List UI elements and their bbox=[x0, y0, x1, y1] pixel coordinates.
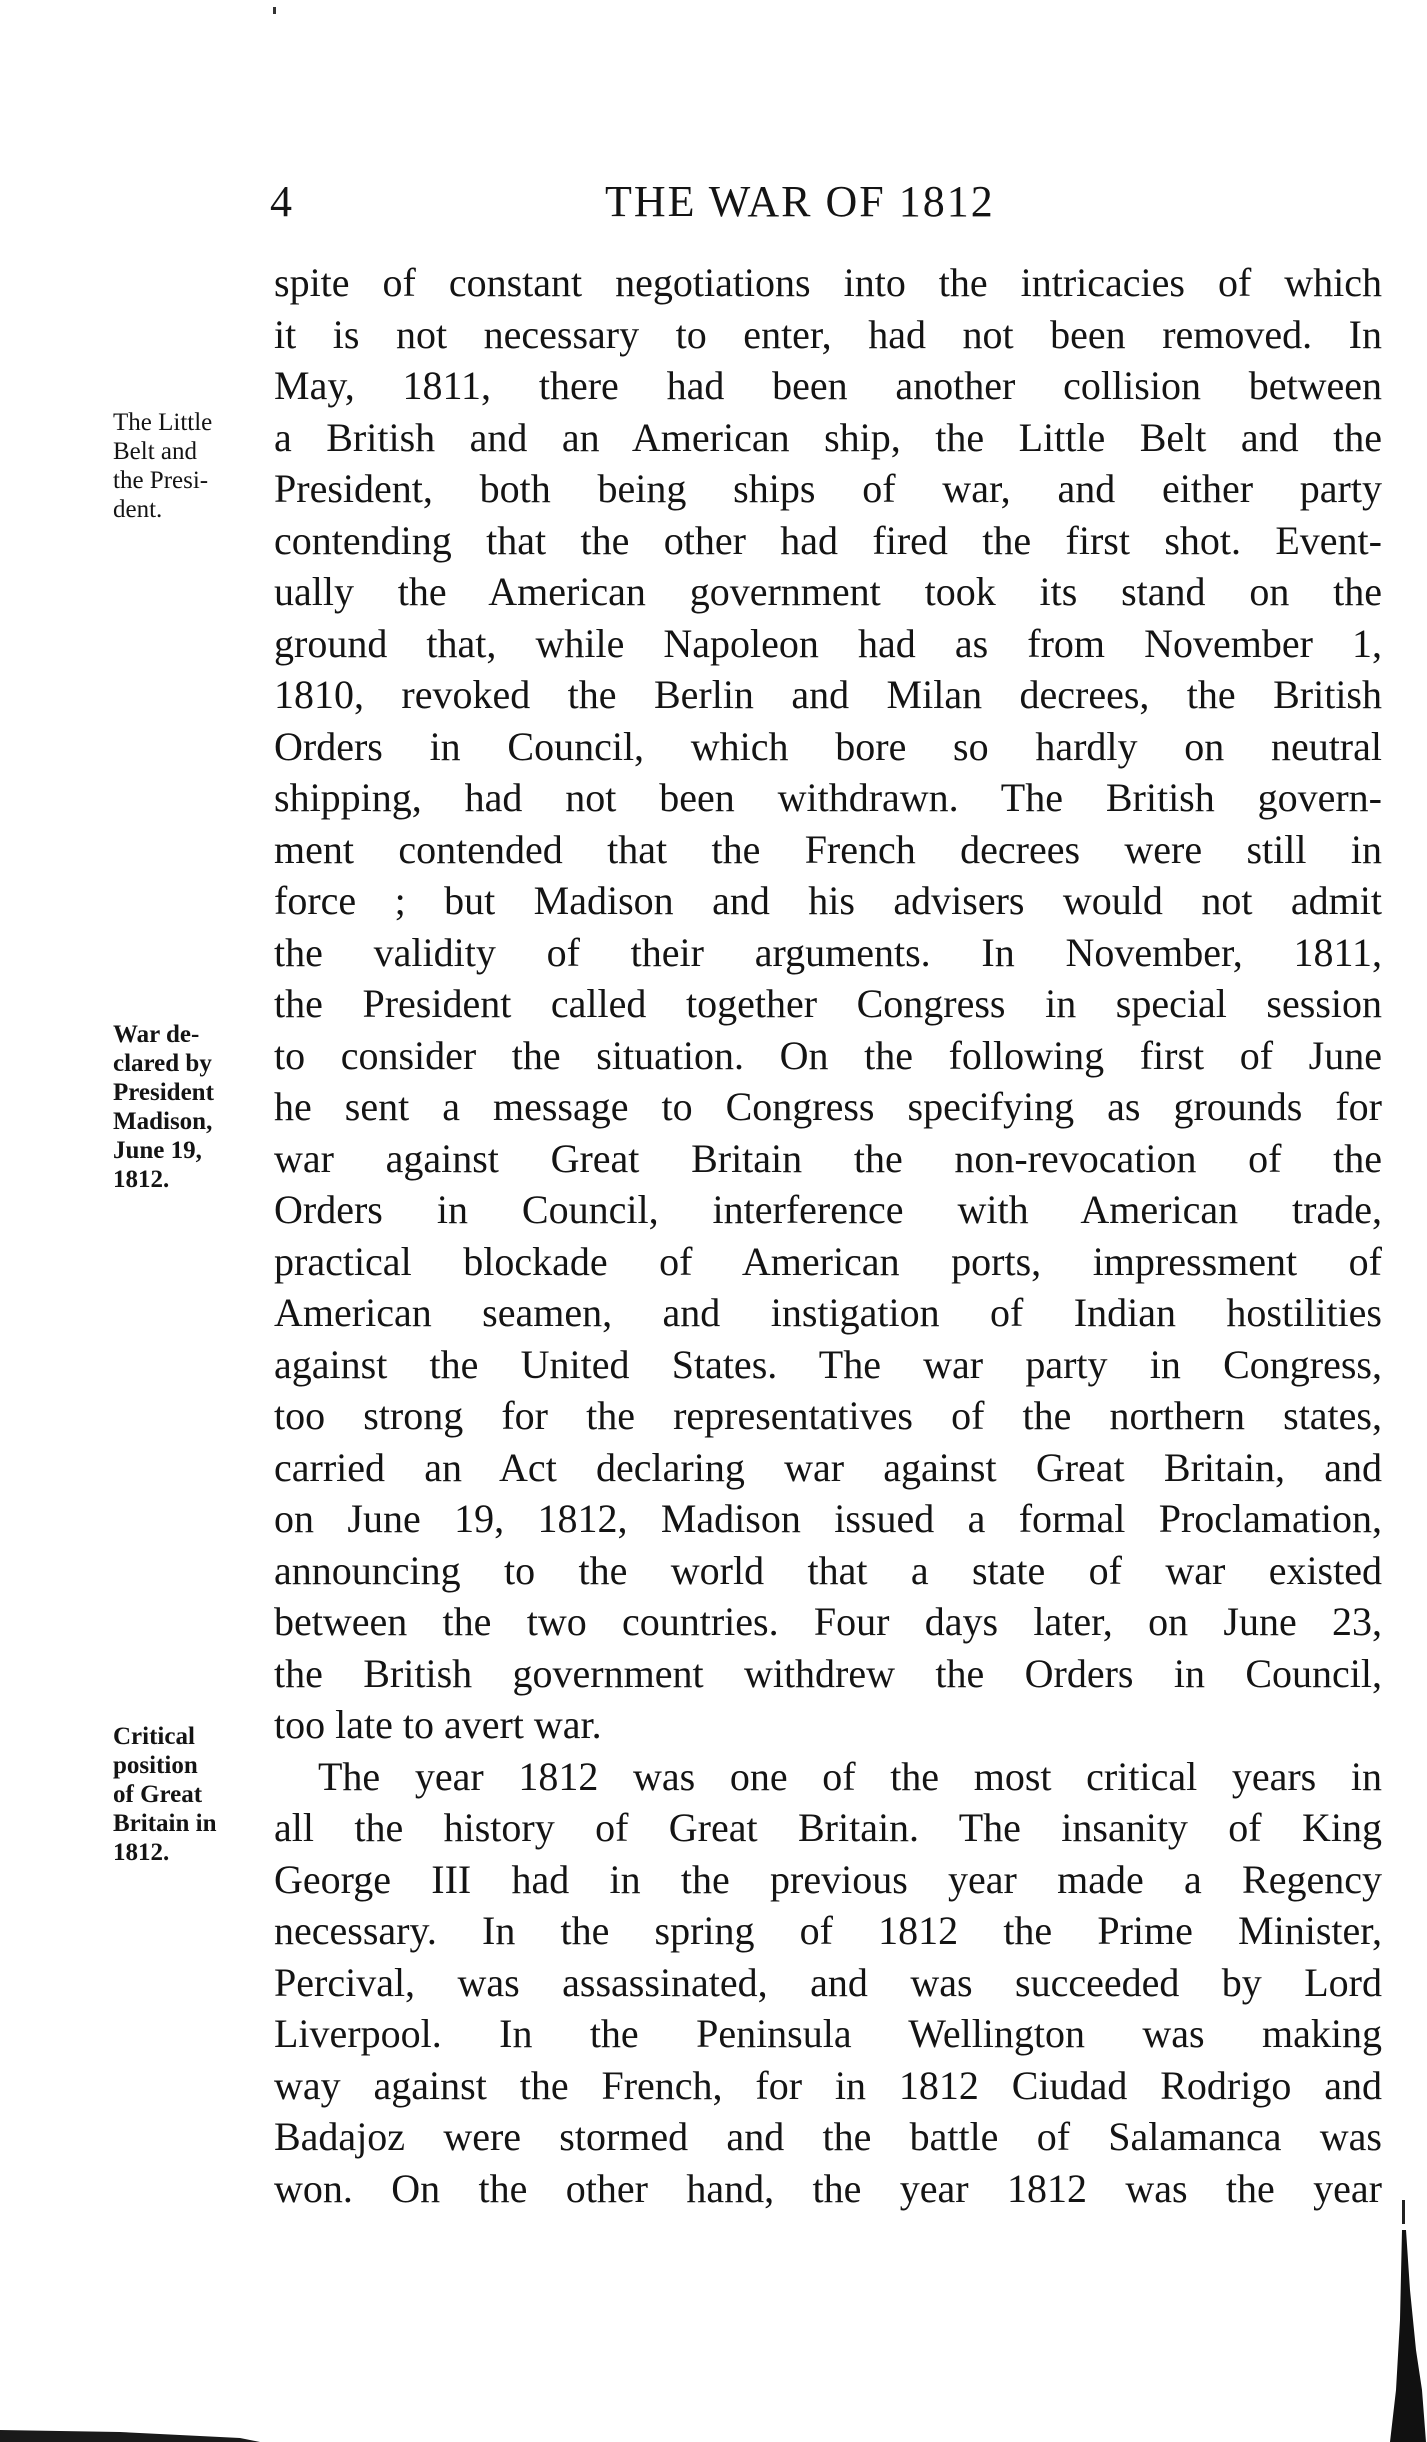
text-line: Liverpool. In the Peninsula Wellington was making bbox=[274, 2011, 1382, 2056]
margin-note-little-belt bbox=[113, 408, 273, 524]
text-line: 1810, revoked the Berlin and Milan decrees, the British bbox=[274, 672, 1382, 717]
scan-dot-mark bbox=[272, 6, 278, 16]
margin-note-line: Critical bbox=[113, 1723, 195, 1750]
margin-note-line: dent. bbox=[113, 496, 163, 523]
text-line: ually the American government took its stand on the bbox=[274, 569, 1382, 614]
margin-note-line: Madison, bbox=[113, 1108, 213, 1135]
text-line: Percival, was assassinated, and was succeeded by Lord bbox=[274, 1959, 1382, 2005]
text-line: The year 1812 was one of the most critical years in bbox=[318, 1753, 1382, 1799]
text-line: May, 1811, there had been another collision between bbox=[274, 363, 1382, 408]
margin-note-line: 1812. bbox=[113, 1839, 170, 1866]
text-line: the validity of their arguments. In November, 1811, bbox=[274, 929, 1382, 975]
text-line: too late to avert war. bbox=[274, 1702, 602, 1747]
text-line: Orders in Council, interference with American trade, bbox=[274, 1187, 1382, 1232]
text-line: he sent a message to Congress specifying as grounds for bbox=[274, 1084, 1382, 1129]
margin-note-line: Belt and bbox=[113, 438, 198, 465]
text-line: carried an Act declaring war against Great Britain, and bbox=[274, 1444, 1382, 1490]
text-line: ground that, while Napoleon had as from November 1, bbox=[274, 620, 1382, 666]
text-line: all the history of Great Britain. The insanity of King bbox=[274, 1805, 1382, 1850]
text-line: shipping, had not been withdrawn. The British govern- bbox=[274, 775, 1382, 820]
margin-note-line: the Presi- bbox=[113, 467, 209, 494]
page-number: 4 bbox=[270, 177, 292, 226]
text-line: too strong for the representatives of the northern states, bbox=[274, 1393, 1382, 1438]
text-line: necessary. In the spring of 1812 the Prime Minister, bbox=[274, 1908, 1382, 1953]
text-line: Orders in Council, which bore so hardly on neutral bbox=[274, 723, 1382, 769]
margin-note-line: June 19, bbox=[113, 1137, 202, 1164]
text-line: spite of constant negotiations into the intricacies of which bbox=[274, 260, 1382, 305]
text-line: a British and an American ship, the Little Belt and the bbox=[274, 414, 1382, 460]
text-line: it is not necessary to enter, had not been removed. In bbox=[274, 311, 1382, 357]
margin-note-line: of Great bbox=[113, 1781, 203, 1808]
text-line: announcing to the world that a state of war existed bbox=[274, 1547, 1382, 1593]
text-line: against the United States. The war party in Congress, bbox=[274, 1341, 1382, 1387]
text-line: the British government withdrew the Orders in Council, bbox=[274, 1650, 1382, 1696]
scan-edge-shadow-right bbox=[1340, 2200, 1427, 2442]
margin-note-line: 1812. bbox=[113, 1166, 170, 1193]
text-line: the President called together Congress in special session bbox=[274, 981, 1382, 1026]
text-line: on June 19, 1812, Madison issued a formal Proclamation, bbox=[274, 1496, 1382, 1541]
running-head: THE WAR OF 1812 bbox=[605, 177, 995, 226]
margin-note-line: The Little bbox=[113, 409, 213, 436]
margin-note-line: clared by bbox=[113, 1050, 212, 1077]
text-line: contending that the other had fired the first shot. Event- bbox=[274, 517, 1382, 563]
text-line: George III had in the previous year made a Regency bbox=[274, 1856, 1382, 1902]
text-line: practical blockade of American ports, impressment of bbox=[274, 1238, 1382, 1284]
text-line: Badajoz were stormed and the battle of Salamanca was bbox=[274, 2114, 1382, 2159]
margin-note-line: position bbox=[113, 1752, 198, 1779]
scan-edge-shadow-bottom bbox=[0, 2410, 260, 2442]
margin-note-line: War de- bbox=[113, 1021, 200, 1048]
margin-note-line: President bbox=[113, 1079, 214, 1106]
text-line: to consider the situation. On the following first of June bbox=[274, 1032, 1382, 1078]
body-text bbox=[274, 257, 1382, 2214]
text-line: American seamen, and instigation of Indian hostilities bbox=[274, 1290, 1382, 1335]
margin-note-line: Britain in bbox=[113, 1810, 217, 1837]
text-line: ment contended that the French decrees were still in bbox=[274, 826, 1382, 872]
text-line: force ; but Madison and his advisers would not admit bbox=[274, 878, 1382, 923]
text-line: between the two countries. Four days later, on June 23, bbox=[274, 1599, 1382, 1644]
text-line: President, both being ships of war, and either party bbox=[274, 466, 1382, 511]
margin-note-war-declared bbox=[113, 1020, 273, 1194]
text-line: won. On the other hand, the year 1812 was the year bbox=[274, 2165, 1382, 2211]
text-line: way against the French, for in 1812 Ciudad Rodrigo and bbox=[274, 2062, 1382, 2108]
text-line: war against Great Britain the non-revocation of the bbox=[274, 1135, 1382, 1181]
margin-note-critical-position bbox=[113, 1722, 273, 1867]
